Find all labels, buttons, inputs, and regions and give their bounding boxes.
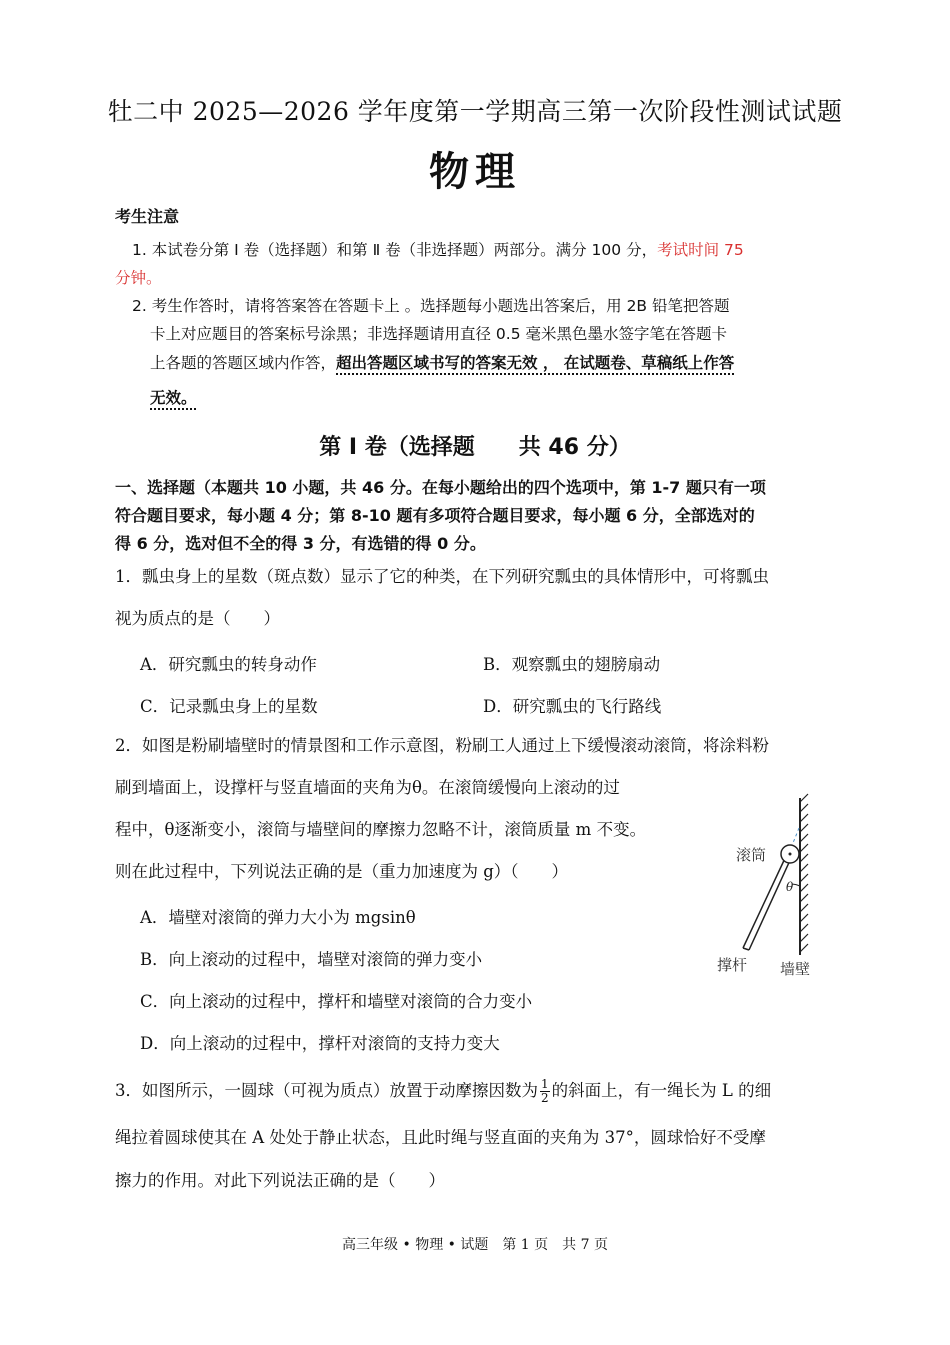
friction-fraction bbox=[540, 1078, 550, 1105]
q3-stem-line1-text-b: 的斜面上，有一绳长为 L 的细 bbox=[551, 1081, 772, 1100]
wall-hatching bbox=[800, 794, 808, 952]
notice-item-1-text: 1. 本试卷分第 Ⅰ 卷（选择题）和第 Ⅱ 卷（非选择题）两部分。满分 100 分， bbox=[132, 241, 658, 259]
q2-stem-line3: 程中，θ逐渐变小，滚筒与墙壁间的摩擦力忽略不计，滚筒质量 m 不变。 bbox=[115, 820, 647, 839]
label-theta: θ bbox=[786, 880, 794, 894]
subject-title: 物理 bbox=[429, 148, 521, 195]
q2-option-a[interactable]: A．墙壁对滚筒的弹力大小为 mgsinθ bbox=[140, 908, 416, 927]
invalid-answer-warning: 超出答题区域书写的答案无效 ， 在试题卷、草稿纸上作答 bbox=[336, 354, 735, 372]
roller-center bbox=[789, 853, 792, 856]
q2-option-d[interactable]: D．向上滚动的过程中，撑杆对滚筒的支持力变大 bbox=[140, 1034, 500, 1053]
label-wall: 墙壁 bbox=[780, 960, 811, 978]
notice-item-2-line1: 2. 考生作答时，请将答案答在答题卡上 。选择题每小题选出答案后，用 2B 铅笔把答题 bbox=[132, 297, 730, 315]
page-footer: 高三年级 • 物理 • 试题 第 1 页 共 7 页 bbox=[342, 1237, 608, 1253]
q2-option-b[interactable]: B．向上滚动的过程中，墙壁对滚筒的弹力变小 bbox=[140, 950, 483, 969]
exam-title: 牡二中 2025—2026 学年度第一学期高三第一次阶段性测试试题 bbox=[107, 97, 843, 126]
rod-end bbox=[743, 948, 749, 950]
notice-item-2-line3 bbox=[150, 349, 734, 377]
part-instructions-line1: 一、选择题（本题共 10 小题，共 46 分。在每小题给出的四个选项中，第 1-7 题只有一项 bbox=[115, 478, 766, 497]
rod-edge-left bbox=[743, 854, 787, 948]
q2-stem-line2: 刷到墙面上，设撑杆与竖直墙面的夹角为θ。在滚筒缓慢向上滚动的过 bbox=[115, 778, 620, 797]
exam-time-text: 考试时间 75 bbox=[657, 241, 744, 259]
section-title: 第 Ⅰ 卷（选择题 共 46 分） bbox=[319, 435, 631, 460]
notice-item-2-line3-text: 上各题的答题区域内作答， bbox=[150, 354, 337, 372]
rod-edge-right bbox=[749, 856, 792, 950]
q2-stem-line1: 2．如图是粉刷墙壁时的情景图和工作示意图，粉刷工人通过上下缓慢滚动滚筒，将涂料粉 bbox=[115, 736, 769, 755]
q1-option-a[interactable]: A．研究瓢虫的转身动作 bbox=[140, 655, 317, 674]
q1-option-d[interactable]: D．研究瓢虫的飞行路线 bbox=[483, 697, 662, 716]
notice-item-2-line4: 无效。 bbox=[150, 389, 197, 407]
q1-option-c[interactable]: C．记录瓢虫身上的星数 bbox=[140, 697, 318, 716]
q3-stem-line1-text-a: 3．如图所示，一圆球（可视为质点）放置于动摩擦因数为 bbox=[115, 1081, 538, 1100]
q3-stem-line1 bbox=[115, 1078, 771, 1105]
notice-item-1 bbox=[132, 236, 852, 264]
q3-stem-line3: 擦力的作用。对此下列说法正确的是（ ） bbox=[115, 1171, 445, 1190]
label-roller: 滚筒 bbox=[736, 846, 767, 864]
q2-option-c[interactable]: C．向上滚动的过程中，撑杆和墙壁对滚筒的合力变小 bbox=[140, 992, 533, 1011]
q1-stem-line2: 视为质点的是（ ） bbox=[115, 609, 280, 628]
label-rod: 撑杆 bbox=[717, 956, 748, 974]
part-instructions-line2: 符合题目要求，每小题 4 分；第 8-10 题有多项符合题目要求，每小题 6 分，全部选对的 bbox=[115, 506, 755, 525]
fraction-numerator: 1 bbox=[541, 1077, 549, 1091]
part-instructions-line3: 得 6 分，选对但不全的得 3 分，有选错的得 0 分。 bbox=[115, 534, 486, 553]
notice-item-2-line2: 卡上对应题目的答案标号涂黑；非选择题请用直径 0.5 毫米黑色墨水签字笔在答题卡 bbox=[150, 325, 728, 343]
q1-option-b[interactable]: B．观察瓢虫的翅膀扇动 bbox=[483, 655, 661, 674]
q2-stem-line4: 则在此过程中，下列说法正确的是（重力加速度为 g）（ ） bbox=[115, 862, 569, 881]
fraction-denominator: 2 bbox=[541, 1091, 549, 1105]
q3-stem-line2: 绳拉着圆球使其在 A 处处于静止状态，且此时绳与竖直面的夹角为 37°，圆球恰好不受摩 bbox=[115, 1128, 766, 1147]
q1-stem-line1: 1．瓢虫身上的星数（斑点数）显示了它的种类，在下列研究瓢虫的具体情形中，可将瓢虫 bbox=[115, 567, 769, 586]
notice-heading: 考生注意 bbox=[115, 207, 180, 226]
part-instructions bbox=[115, 474, 845, 558]
q2-roller-diagram bbox=[700, 790, 840, 990]
exam-time-cont: 分钟。 bbox=[115, 269, 162, 287]
